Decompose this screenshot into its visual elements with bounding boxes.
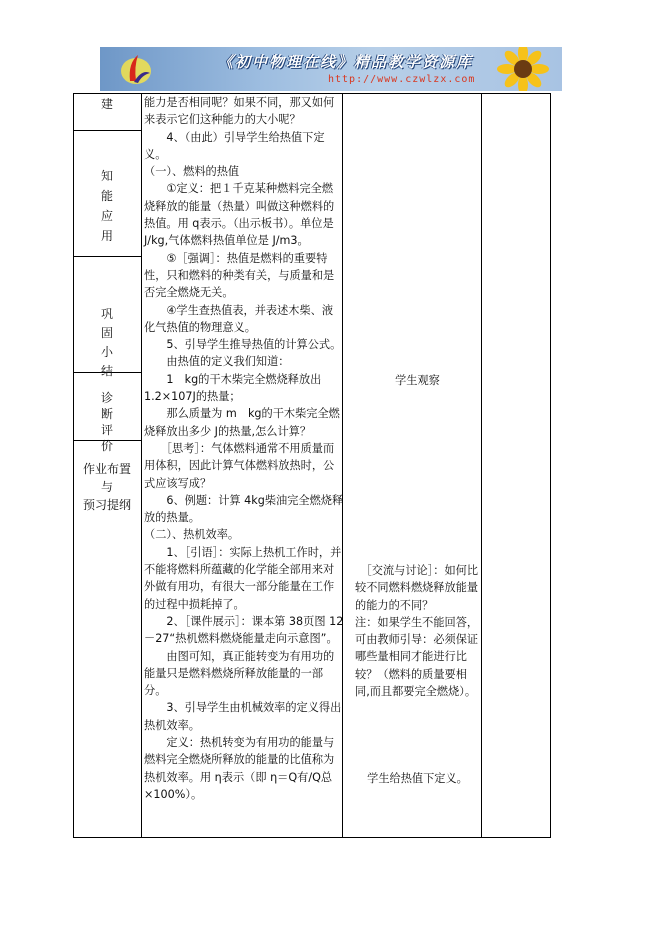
content-paragraph: ④学生查热值表，并表述木柴、液化气热值的物理意义。 xyxy=(144,303,334,334)
content-paragraph: 由图可知，真正能转变为有用功的能量只是燃料燃烧所释放能量的一部分。 xyxy=(144,649,335,698)
stage-label-text: 诊 断 评 价 xyxy=(100,391,113,453)
stage-label xyxy=(74,442,140,514)
banner-title: 《初中物理在线》精品教学资源库 xyxy=(218,53,474,71)
content-paragraph: 由热值的定义我们知道： xyxy=(144,355,290,369)
content-paragraph: ⑤［强调］：热值是燃料的重要特性，只和燃料的种类有关，与质量和是否完全燃烧无关。 xyxy=(144,251,335,300)
sunflower-icon xyxy=(490,47,556,91)
site-banner xyxy=(100,47,562,91)
row-divider xyxy=(74,256,141,257)
stage-label xyxy=(74,286,140,381)
activity-text: 学生给热值下定义。 xyxy=(367,772,468,785)
content-paragraph: 6、例题：计算 4kg柴油完全燃烧释放的热量。 xyxy=(144,493,344,525)
activity-text: ［交流与讨论］：如何比较不同燃料燃烧释放能量的能力的不同？ xyxy=(355,564,479,612)
activity-text: 学生观察 xyxy=(395,374,440,387)
stage-label xyxy=(74,94,140,114)
content-paragraph: （二）、热机效率。 xyxy=(144,528,240,542)
stage-label-text: 知 能 应 用 xyxy=(100,169,113,243)
content-paragraph: 4、（由此）引导学生给热值下定义。 xyxy=(144,130,325,161)
banner-url: http://www.czwlzx.com xyxy=(328,74,476,85)
content-paragraph: 能力是否相同呢？如果不同，那又如何来表示它们这种能力的大小呢？ xyxy=(144,96,335,127)
student-activity-observe xyxy=(355,372,480,389)
stage-label xyxy=(74,146,140,246)
column-divider xyxy=(481,94,482,837)
content-paragraph: 3、引导学生由机械效率的定义得出热机效率。 xyxy=(144,701,342,732)
content-paragraph: ［思考］：气体燃料通常不用质量而用体积，因此计算气体燃料放热时，公式应该写成？ xyxy=(144,441,335,490)
content-paragraph: 5、引导学生推导热值的计算公式。 xyxy=(144,338,342,352)
content-paragraph: 1、［引语］：实际上热机工作时，并不能将燃料所蕴藏的化学能全部用来对外做有用功，有很大一部分能量在工作的过程中损耗掉了。 xyxy=(144,545,342,611)
student-activity-discussion xyxy=(355,562,480,700)
content-paragraph: 1 kg的干木柴完全燃烧释放出1.2×107J的热量； xyxy=(144,372,322,404)
site-logo-icon xyxy=(118,51,154,87)
teaching-content xyxy=(144,94,344,803)
content-paragraph: （一）、燃料的热值 xyxy=(144,165,240,179)
content-paragraph: 那么质量为 m kg的干木柴完全燃烧释放出多少 J的热量,怎么计算？ xyxy=(144,407,340,438)
stage-label-text: 巩 固 小 结 xyxy=(100,307,113,378)
student-activity-define xyxy=(355,770,480,787)
stage-label-text: 作业布置 与 预习提纲 xyxy=(82,462,131,512)
content-paragraph: 定义：热机转变为有用功的能量与燃料完全燃烧所释放的能量的比值称为热机效率。用 η表示（即 η＝Q有/Q总×100%）。 xyxy=(144,735,335,801)
stage-label-text: 建 xyxy=(100,97,113,111)
column-divider xyxy=(141,94,142,837)
activity-text: 注：如果学生不能回答，可由教师引导：必须保证哪些量相同才能进行比较？（燃料的质量要相同,而且都要完全燃烧）。 xyxy=(355,615,479,699)
row-divider xyxy=(74,130,141,131)
lesson-plan-table xyxy=(73,93,551,838)
content-paragraph: 2、［课件展示］：课本第 38页图 12－27“热机燃料燃烧能量走向示意图”。 xyxy=(144,614,344,646)
content-paragraph: ①定义：把１千克某种燃料完全燃烧释放的能量（热量）叫做这种燃料的热值。用 q表示。（出示板书）。单位是 J/kg,气体燃料热值单位是 J/m3。 xyxy=(144,182,335,248)
